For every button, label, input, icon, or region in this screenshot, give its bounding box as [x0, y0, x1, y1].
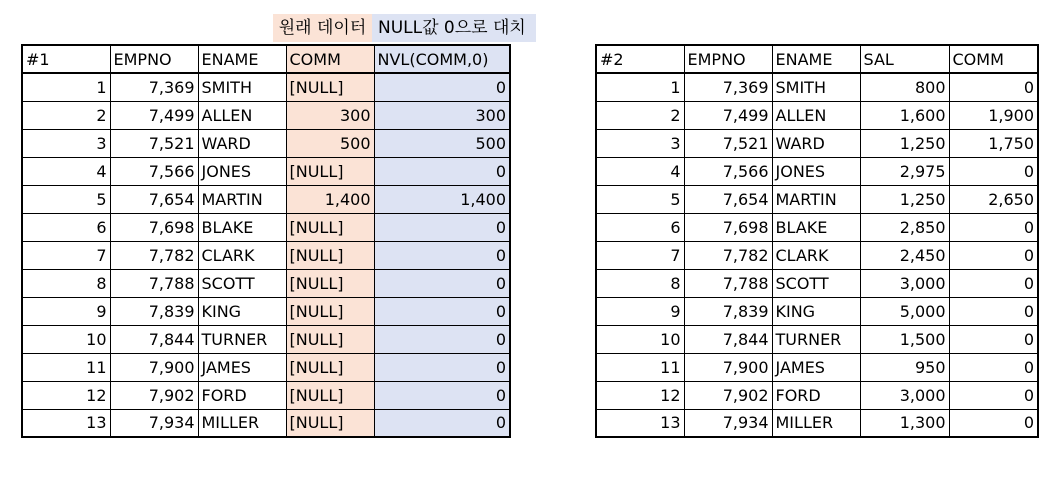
cell-ename: WARD — [198, 129, 286, 157]
cell-empno: 7,654 — [684, 185, 772, 213]
cell-nvl-comm: 0 — [374, 297, 510, 325]
cell-row-number: 8 — [22, 269, 110, 297]
cell-sal: 3,000 — [860, 269, 949, 297]
cell-ename: FORD — [198, 381, 286, 409]
table-row — [596, 297, 1038, 325]
table-row — [22, 325, 510, 353]
cell-row-number: 11 — [596, 353, 684, 381]
cell-empno: 7,934 — [684, 409, 772, 437]
cell-ename: MARTIN — [772, 185, 860, 213]
cell-sal: 2,975 — [860, 157, 949, 185]
cell-nvl-comm: 0 — [374, 325, 510, 353]
cell-comm: 1,900 — [949, 101, 1038, 129]
cell-comm: 0 — [949, 269, 1038, 297]
cell-comm: 1,750 — [949, 129, 1038, 157]
cell-comm: [NULL] — [286, 325, 374, 353]
cell-sal: 2,450 — [860, 241, 949, 269]
cell-row-number: 8 — [596, 269, 684, 297]
cell-comm: 0 — [949, 73, 1038, 101]
cell-row-number: 9 — [596, 297, 684, 325]
cell-ename: JAMES — [198, 353, 286, 381]
cell-nvl-comm: 0 — [374, 157, 510, 185]
cell-ename: FORD — [772, 381, 860, 409]
cell-empno: 7,698 — [684, 213, 772, 241]
cell-empno: 7,839 — [110, 297, 198, 325]
cell-nvl-comm: 0 — [374, 353, 510, 381]
cell-ename: WARD — [772, 129, 860, 157]
cell-row-number: 12 — [22, 381, 110, 409]
cell-nvl-comm: 0 — [374, 381, 510, 409]
cell-comm: [NULL] — [286, 157, 374, 185]
cell-empno: 7,654 — [110, 185, 198, 213]
cell-nvl-comm: 300 — [374, 101, 510, 129]
table-row — [596, 101, 1038, 129]
header-row — [596, 45, 1038, 73]
cell-empno: 7,369 — [684, 73, 772, 101]
table-row — [22, 353, 510, 381]
table-row — [22, 297, 510, 325]
table-row — [22, 241, 510, 269]
table-row — [22, 157, 510, 185]
cell-sal: 1,250 — [860, 185, 949, 213]
cell-row-number: 3 — [22, 129, 110, 157]
cell-sal: 1,500 — [860, 325, 949, 353]
result-table-1 — [21, 44, 511, 438]
cell-row-number: 6 — [596, 213, 684, 241]
cell-row-number: 1 — [22, 73, 110, 101]
table-row — [596, 325, 1038, 353]
cell-row-number: 10 — [596, 325, 684, 353]
cell-ename: TURNER — [198, 325, 286, 353]
cell-ename: ALLEN — [772, 101, 860, 129]
cell-ename: MILLER — [198, 409, 286, 437]
cell-comm: 300 — [286, 101, 374, 129]
cell-comm: 2,650 — [949, 185, 1038, 213]
cell-empno: 7,900 — [684, 353, 772, 381]
cell-empno: 7,566 — [110, 157, 198, 185]
cell-ename: JAMES — [772, 353, 860, 381]
header-nvl-comm: NVL(COMM,0) — [374, 45, 510, 73]
cell-ename: KING — [772, 297, 860, 325]
cell-comm: 0 — [949, 325, 1038, 353]
cell-empno: 7,782 — [684, 241, 772, 269]
header-row — [22, 45, 510, 73]
header-ename: ENAME — [772, 45, 860, 73]
cell-comm: 0 — [949, 353, 1038, 381]
cell-row-number: 4 — [596, 157, 684, 185]
result-table-2 — [595, 44, 1039, 438]
cell-empno: 7,499 — [110, 101, 198, 129]
cell-sal: 2,850 — [860, 213, 949, 241]
cell-row-number: 6 — [22, 213, 110, 241]
table-row — [596, 157, 1038, 185]
cell-nvl-comm: 0 — [374, 213, 510, 241]
cell-sal: 1,250 — [860, 129, 949, 157]
cell-empno: 7,844 — [110, 325, 198, 353]
cell-row-number: 2 — [596, 101, 684, 129]
cell-sal: 1,300 — [860, 409, 949, 437]
cell-comm: [NULL] — [286, 269, 374, 297]
cell-comm: 0 — [949, 409, 1038, 437]
table-row — [22, 213, 510, 241]
cell-row-number: 9 — [22, 297, 110, 325]
cell-empno: 7,369 — [110, 73, 198, 101]
table-row — [596, 241, 1038, 269]
cell-ename: SCOTT — [772, 269, 860, 297]
cell-nvl-comm: 1,400 — [374, 185, 510, 213]
cell-row-number: 5 — [22, 185, 110, 213]
cell-ename: BLAKE — [198, 213, 286, 241]
cell-empno: 7,499 — [684, 101, 772, 129]
table-row — [596, 353, 1038, 381]
header-row-number: #1 — [22, 45, 110, 73]
cell-nvl-comm: 0 — [374, 241, 510, 269]
cell-empno: 7,902 — [684, 381, 772, 409]
cell-comm: 1,400 — [286, 185, 374, 213]
header-ename: ENAME — [198, 45, 286, 73]
cell-empno: 7,839 — [684, 297, 772, 325]
cell-comm: [NULL] — [286, 381, 374, 409]
table-row — [22, 185, 510, 213]
table-row — [22, 381, 510, 409]
cell-ename: MARTIN — [198, 185, 286, 213]
cell-row-number: 4 — [22, 157, 110, 185]
table-row — [596, 381, 1038, 409]
cell-row-number: 11 — [22, 353, 110, 381]
cell-nvl-comm: 500 — [374, 129, 510, 157]
cell-comm: 0 — [949, 241, 1038, 269]
table-row — [596, 213, 1038, 241]
cell-comm: [NULL] — [286, 297, 374, 325]
cell-ename: TURNER — [772, 325, 860, 353]
cell-row-number: 5 — [596, 185, 684, 213]
cell-ename: SCOTT — [198, 269, 286, 297]
cell-comm: 0 — [949, 213, 1038, 241]
cell-sal: 800 — [860, 73, 949, 101]
cell-comm: 0 — [949, 157, 1038, 185]
cell-nvl-comm: 0 — [374, 73, 510, 101]
cell-sal: 1,600 — [860, 101, 949, 129]
cell-empno: 7,902 — [110, 381, 198, 409]
table-row — [596, 129, 1038, 157]
cell-ename: MILLER — [772, 409, 860, 437]
cell-comm: [NULL] — [286, 213, 374, 241]
cell-comm: [NULL] — [286, 73, 374, 101]
cell-empno: 7,782 — [110, 241, 198, 269]
cell-comm: [NULL] — [286, 241, 374, 269]
cell-comm: [NULL] — [286, 409, 374, 437]
cell-ename: CLARK — [198, 241, 286, 269]
cell-row-number: 7 — [22, 241, 110, 269]
cell-ename: BLAKE — [772, 213, 860, 241]
table-row — [596, 185, 1038, 213]
cell-nvl-comm: 0 — [374, 409, 510, 437]
cell-ename: JONES — [772, 157, 860, 185]
cell-row-number: 13 — [22, 409, 110, 437]
table-row — [22, 409, 510, 437]
cell-empno: 7,844 — [684, 325, 772, 353]
cell-sal: 3,000 — [860, 381, 949, 409]
header-comm: COMM — [949, 45, 1038, 73]
cell-empno: 7,934 — [110, 409, 198, 437]
cell-empno: 7,788 — [684, 269, 772, 297]
cell-row-number: 13 — [596, 409, 684, 437]
cell-comm: [NULL] — [286, 353, 374, 381]
header-sal: SAL — [860, 45, 949, 73]
cell-empno: 7,521 — [684, 129, 772, 157]
table-row — [596, 269, 1038, 297]
header-comm: COMM — [286, 45, 374, 73]
table-row — [22, 129, 510, 157]
cell-ename: ALLEN — [198, 101, 286, 129]
cell-empno: 7,521 — [110, 129, 198, 157]
cell-ename: SMITH — [198, 73, 286, 101]
cell-sal: 950 — [860, 353, 949, 381]
header-empno: EMPNO — [684, 45, 772, 73]
cell-comm: 500 — [286, 129, 374, 157]
cell-empno: 7,900 — [110, 353, 198, 381]
cell-empno: 7,566 — [684, 157, 772, 185]
cell-comm: 0 — [949, 297, 1038, 325]
cell-ename: CLARK — [772, 241, 860, 269]
cell-sal: 5,000 — [860, 297, 949, 325]
table-row — [22, 269, 510, 297]
cell-row-number: 12 — [596, 381, 684, 409]
table-row — [22, 73, 510, 101]
original-data-caption: 원래 데이터 — [273, 14, 372, 42]
cell-comm: 0 — [949, 381, 1038, 409]
cell-ename: KING — [198, 297, 286, 325]
cell-row-number: 1 — [596, 73, 684, 101]
header-row-number: #2 — [596, 45, 684, 73]
cell-row-number: 2 — [22, 101, 110, 129]
table-row — [22, 101, 510, 129]
cell-empno: 7,788 — [110, 269, 198, 297]
cell-row-number: 7 — [596, 241, 684, 269]
cell-row-number: 10 — [22, 325, 110, 353]
cell-row-number: 3 — [596, 129, 684, 157]
table-row — [596, 409, 1038, 437]
cell-nvl-comm: 0 — [374, 269, 510, 297]
cell-ename: SMITH — [772, 73, 860, 101]
table-row — [596, 73, 1038, 101]
cell-empno: 7,698 — [110, 213, 198, 241]
nvl-replacement-caption: NULL값 0으로 대치 — [372, 14, 536, 42]
header-empno: EMPNO — [110, 45, 198, 73]
cell-ename: JONES — [198, 157, 286, 185]
